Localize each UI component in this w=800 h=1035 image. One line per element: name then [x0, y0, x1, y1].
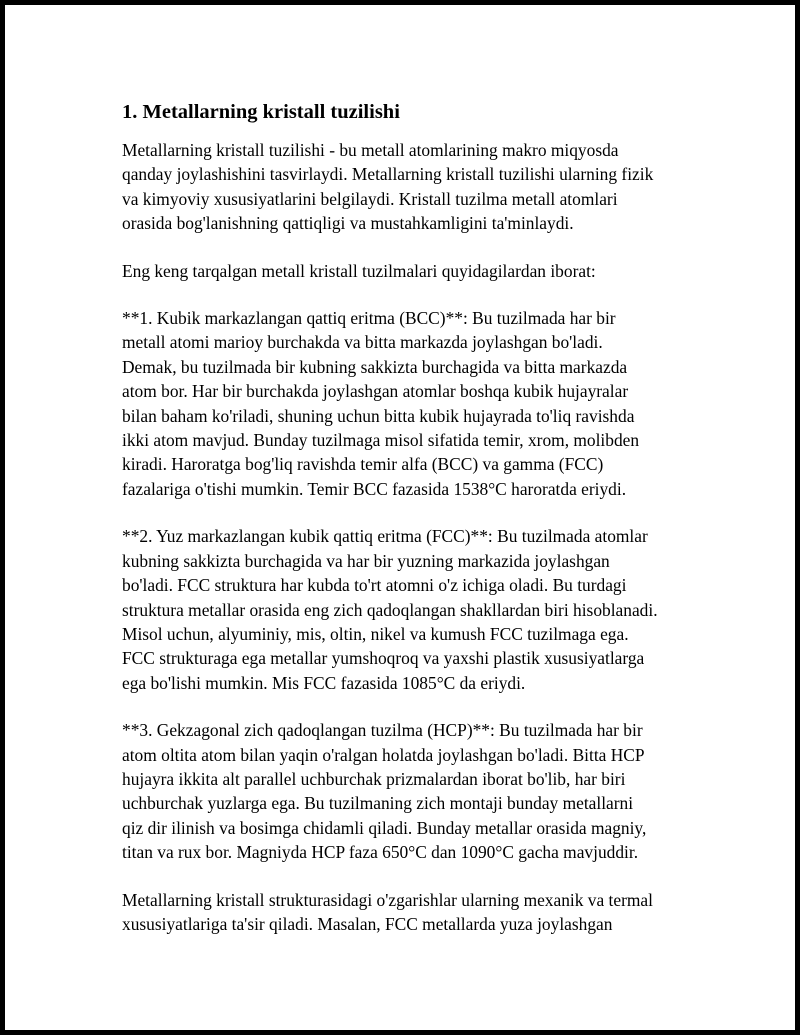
- bcc-paragraph: **1. Kubik markazlangan qattiq eritma (BCC)**: Bu tuzilmada har bir metall atomi marioy burchakda va bitta markazda joylashgan bo'ladi. Demak, bu tuzilmada bir kubning sakkizta burchagida va bitta markazda atom bor. Har bir burchakda joylashgan atomlar boshqa kubik hujayralar bilan baham ko'riladi, shuning uchun bitta kubik hujayrada to'liq ravishda ikki atom mavjud. Bunday tuzilmaga misol sifatida temir, xrom, molibden kiradi. Haroratga bog'liq ravishda temir alfa (BCC) va gamma (FCC) fazalariga o'tishi mumkin. Temir BCC fazasida 1538°C haroratda eriydi.: [122, 308, 640, 499]
- conclusion-paragraph: Metallarning kristall strukturasidagi o'zgarishlar ularning mexanik va termal xususiyatlariga ta'sir qiladi. Masalan, FCC metallarda yuza joylashgan: [122, 889, 653, 934]
- intro-paragraph: Metallarning kristall tuzilishi - bu metall atomlarining makro miqyosda qanday joylashishini tasvirlaydi. Metallarning kristall tuzilishi ularning fizik va kimyoviy xususiyatlarini belgilaydi. Kristall tuzilma metall atomlari orasida bog'lanishning qattiqligi va mustahkamligini ta'minlaydi.: [122, 140, 654, 234]
- fcc-paragraph: **2. Yuz markazlangan kubik qattiq eritma (FCC)**: Bu tuzilmada atomlar kubning sakkizta burchagida va har bir yuzning markazida joylashgan bo'ladi. FCC struktura har kubda to'rt atomni o'z ichiga oladi. Bu turdagi struktura metallar orasida eng zich qadoqlangan shakllardan biri hisoblanadi. Misol uchun, alyuminiy, mis, oltin, nikel va kumush FCC tuzilmaga ega. FCC strukturaga ega metallar yumshoqroq va yaxshi plastik xususiyatlarga ega bo'lishi mumkin. Mis FCC fazasida 1085°C da eriydi.: [122, 526, 658, 693]
- list-intro-paragraph: Eng keng tarqalgan metall kristall tuzilmalari quyidagilardan iborat:: [122, 260, 596, 281]
- page-title: 1. Metallarning kristall tuzilishi: [122, 101, 400, 123]
- page-content: [122, 99, 712, 959]
- hcp-paragraph: **3. Gekzagonal zich qadoqlangan tuzilma (HCP)**: Bu tuzilmada har bir atom oltita atom bilan yaqin o'ralgan holatda joylashgan bo'ladi. Bitta HCP hujayra ikkita alt parallel uchburchak prizmalardan iborat bo'lib, har biri uchburchak yuzlarga ega. Bu tuzilmaning zich montaji bunday metallarni qiz dir ilinish va bosimga chidamli qiladi. Bunday metallar orasida magniy, titan va rux bor. Magniyda HCP faza 650°C dan 1090°C gacha mavjuddir.: [122, 720, 647, 863]
